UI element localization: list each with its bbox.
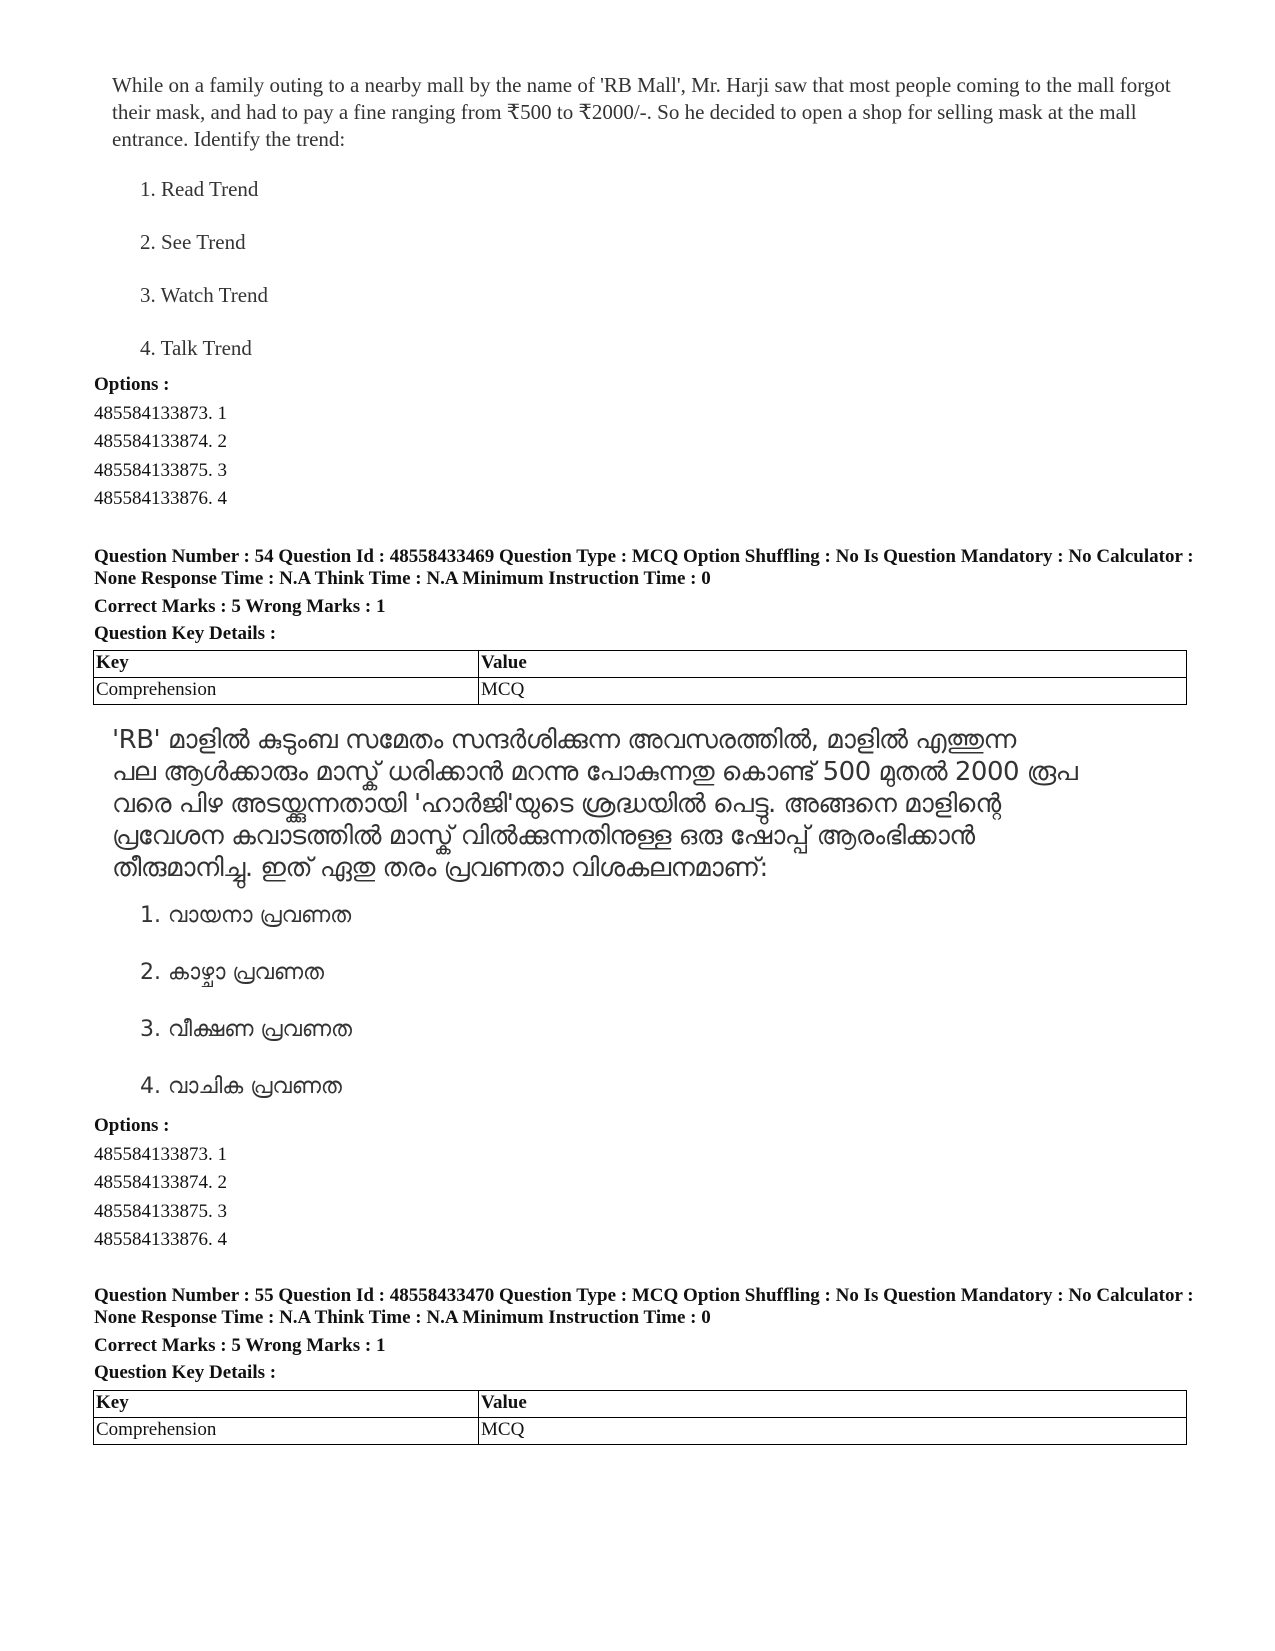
table-cell: Comprehension (94, 678, 479, 705)
option-item: 485584133876. 4 (94, 1229, 227, 1250)
table-row (94, 678, 1187, 705)
choice-item: 1. Read Trend (140, 177, 259, 201)
table-cell: Key (94, 1391, 479, 1418)
table-cell: MCQ (479, 678, 1187, 705)
text-line: പല ആൾക്കാരും മാസ്ക് ധരിക്കാൻ മറന്നു പോകുന്നതു കൊണ്ട് 500 മുതൽ 2000 രൂപ (112, 757, 1078, 787)
choice-item: 4. Talk Trend (140, 336, 252, 360)
table-row (94, 1418, 1187, 1445)
choice-item: 4. വാചിക പ്രവണത (140, 1074, 342, 1099)
table-cell: Value (479, 1391, 1187, 1418)
options-label: Options : (94, 1115, 170, 1136)
choice-item: 2. See Trend (140, 230, 246, 254)
key-details-table (93, 650, 1187, 705)
table-header-row (94, 651, 1187, 678)
marks-line: Correct Marks : 5 Wrong Marks : 1 (94, 596, 386, 617)
question-text: While on a family outing to a nearby mall by the name of 'RB Mall', Mr. Harji saw that most people coming to the mall forgot their mask, and had to pay a fine ranging from ₹500 to ₹2000/-. So he decided to open a shop for selling mask at the mall entrance. Identify the trend: (112, 73, 1171, 151)
option-item: 485584133873. 1 (94, 1143, 227, 1165)
question-meta: Question Number : 54 Question Id : 48558433469 Question Type : MCQ Option Shuffling : No Is Question Mandatory : No Calculator : None Response Time : N.A Think Time : N.A Minimum Instruction Time : 0 (94, 546, 1194, 589)
option-item: 485584133875. 3 (94, 1200, 227, 1222)
text-line: തീരുമാനിച്ചു. ഇത് ഏതു തരം പ്രവണതാ വിശകലനമാണ്: (112, 853, 768, 883)
text-line: പ്രവേശന കവാടത്തിൽ മാസ്ക് വിൽക്കുന്നതിനുള്ള ഒരു ഷോപ്പ് ആരംഭിക്കാൻ (112, 821, 975, 851)
answer-choices-malayalam (140, 902, 352, 1130)
answer-choices (140, 176, 268, 388)
option-item: 485584133874. 2 (94, 431, 227, 452)
text-line: 'RB' മാളിൽ കുടുംബ സമേതം സന്ദർശിക്കുന്ന അവസരത്തിൽ, മാളിൽ എത്തുന്ന (112, 725, 1016, 755)
key-details-table (93, 1390, 1187, 1445)
table-cell: MCQ (479, 1418, 1187, 1445)
option-item: 485584133876. 4 (94, 488, 227, 509)
marks-line: Correct Marks : 5 Wrong Marks : 1 (94, 1335, 386, 1356)
choice-item: 3. Watch Trend (140, 283, 269, 307)
table-cell: Key (94, 651, 479, 678)
key-details-label: Question Key Details : (94, 1362, 277, 1383)
table-cell: Value (479, 651, 1187, 678)
text-line: വരെ പിഴ അടയ്ക്കുന്നതായി 'ഹാർജി'യുടെ ശ്രദ്ധയിൽ പെട്ടു. അങ്ങനെ മാളിന്റെ (112, 789, 1001, 819)
question-text-malayalam (112, 724, 1192, 884)
option-item: 485584133875. 3 (94, 459, 227, 481)
choice-item: 1. വായനാ പ്രവണത (140, 903, 352, 928)
option-item: 485584133874. 2 (94, 1172, 227, 1193)
options-list (94, 371, 227, 514)
question-meta: Question Number : 55 Question Id : 48558433470 Question Type : MCQ Option Shuffling : No Is Question Mandatory : No Calculator : None Response Time : N.A Think Time : N.A Minimum Instruction Time : 0 (94, 1285, 1194, 1328)
choice-item: 2. കാഴ്ചാ പ്രവണത (140, 960, 324, 985)
table-cell: Comprehension (94, 1418, 479, 1445)
options-label: Options : (94, 374, 170, 395)
key-details-label: Question Key Details : (94, 623, 277, 644)
table-header-row (94, 1391, 1187, 1418)
option-item: 485584133873. 1 (94, 402, 227, 424)
options-list (94, 1112, 227, 1255)
choice-item: 3. വീക്ഷണ പ്രവണത (140, 1017, 353, 1042)
